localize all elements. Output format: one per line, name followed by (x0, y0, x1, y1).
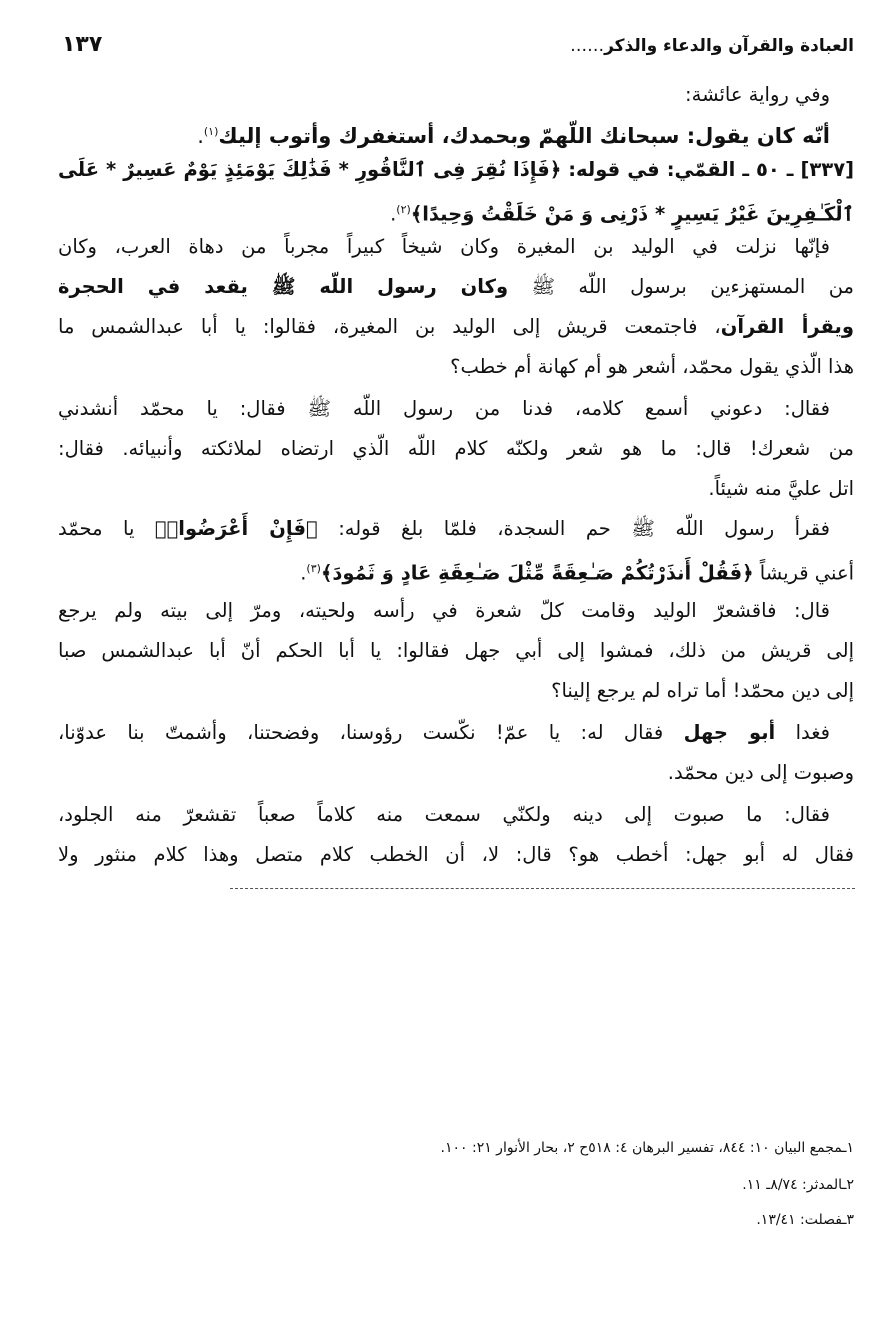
text-segment: ﴿فَإِنْ أَعْرَضُوا۟﴾ (154, 517, 318, 540)
text-line (58, 434, 854, 464)
text-segment: يا محمّد (58, 517, 155, 540)
text-line (58, 676, 854, 706)
footnote-2: ٢ـالمدثر: ٨/٧٤ـ ١١. (742, 1177, 854, 1193)
text-segment: فإنّها نزلت في الوليد بن المغيرة وكان شيخاً كبيراً مجرباً من دهاة العرب، وكان (58, 235, 830, 258)
text-segment: فقال له: يا عمّ! نكّست رؤوسنا، وفضحتنا، وأشمتّ بنا عدوّنا، (58, 721, 684, 744)
text-segment: . (390, 202, 397, 226)
text-line (58, 596, 830, 626)
text-line (58, 272, 854, 302)
text-segment: وصبوت إلى دين محمّد. (667, 761, 854, 784)
text-segment: . (197, 124, 204, 148)
text-line (58, 758, 854, 788)
text-segment: إلى قريش من ذلك، فمشوا إلى أبي جهل فقالوا: يا أبا الحكم أنّ أبا عبدالشمس صبا (58, 639, 854, 662)
text-segment: أبو جهل (683, 721, 776, 744)
text-line (58, 195, 854, 230)
text-segment: أعني قريشاً (753, 561, 854, 585)
chapter-title-text: العبادة والقرآن والدعاء والذكر (604, 36, 854, 56)
text-segment: وكان رسول اللّه ﷺ يقعد في الحجرة (58, 275, 509, 298)
text-segment: فغدا (775, 721, 830, 744)
text-line (58, 474, 854, 504)
text-line (58, 800, 830, 830)
text-segment: إلى دين محمّد! أما تراه لم يرجع إلينا؟ (551, 679, 854, 702)
text-line (58, 312, 854, 342)
text-segment: ﴿فَقُلْ أَنذَرْتُكُمْ صَـٰعِقَةً مِّثْلَ صَـٰعِقَةِ عَادٍ وَ ثَمُودَ﴾ (320, 561, 754, 585)
footnote-ref: (١) (203, 125, 219, 138)
text-segment: قال: فاقشعرّ الوليد وقامت كلّ شعرة في رأسه ولحيته، ومرّ إلى بيته ولم يرجع (58, 599, 830, 622)
footnote-3: ٣ـفصلت: ١٣/٤١. (756, 1212, 854, 1228)
text-segment: من المستهزءين برسول اللّه ﷺ (508, 275, 854, 298)
text-segment: من شعرك! قال: ما هو شعر ولكنّه كلام اللّه الّذي ارتضاه لملائكته وأنبيائه. فقال: (58, 437, 854, 460)
text-segment: ﴿فَإِذَا نُقِرَ فِى ٱلنَّاقُورِ * فَذَٰلِكَ يَوْمَئِذٍ يَوْمٌ عَسِيرٌ * عَلَى (58, 158, 562, 181)
text-segment: ، فاجتمعت قريش إلى الوليد بن المغيرة، فقالوا: يا أبا عبدالشمس ما (58, 315, 721, 338)
text-line (58, 117, 830, 151)
text-segment: اتل عليَّ منه شيئاً. (708, 477, 854, 500)
text-line (58, 232, 830, 262)
text-line (58, 840, 854, 870)
text-line (58, 636, 854, 666)
text-line (58, 514, 830, 544)
text-segment: ويقرأ القرآن (720, 315, 854, 338)
footnote-ref: (٣) (306, 562, 321, 575)
text-segment: فقال: دعوني أسمع كلامه، فدنا من رسول اللّه ﷺ فقال: يا محمّد أنشدني (58, 397, 830, 420)
text-line (58, 554, 854, 589)
text-line (58, 155, 854, 185)
text-segment: وفي رواية عائشة: (685, 83, 830, 106)
leader-dots: …… (570, 36, 605, 56)
footnote-separator (230, 888, 855, 889)
text-line (58, 80, 830, 110)
text-segment: فقرأ رسول اللّه ﷺ حم السجدة، فلمّا بلغ قوله: (317, 517, 830, 540)
text-segment: هذا الّذي يقول محمّد، أشعر هو أم كهانة أم خطب؟ (450, 355, 854, 378)
text-segment: . (300, 561, 307, 585)
text-segment: [٣٣٧] ـ ٥٠ ـ القمّي: في قوله: (561, 158, 855, 181)
page-number: ١٣٧ (62, 32, 103, 57)
text-segment: ٱلْكَـٰفِرِينَ غَيْرُ يَسِيرٍ * ذَرْنِى وَ مَنْ خَلَقْتُ وَحِيدًا﴾ (410, 202, 854, 226)
text-segment: أنّه كان يقول: سبحانك اللّهمّ وبحمدك، أستغفرك وأتوب إليك (218, 124, 830, 148)
chapter-title (570, 36, 854, 56)
footnote-ref: (٢) (396, 203, 411, 216)
text-segment: فقال: ما صبوت إلى دينه ولكنّي سمعت منه كلاماً صعباً تقشعرّ منه الجلود، (58, 803, 830, 826)
text-segment: فقال له أبو جهل: أخطب هو؟ قال: لا، أن الخطب كلام متصل وهذا كلام منثور ولا (58, 843, 854, 866)
footnote-1: ١ـمجمع البيان ١٠: ٨٤٤، تفسير البرهان ٤: ٥١٨ح ٢، بحار الأنوار ٢١: ١٠٠. (440, 1140, 854, 1156)
text-line (58, 352, 854, 382)
text-line (58, 394, 830, 424)
text-line (58, 718, 830, 748)
